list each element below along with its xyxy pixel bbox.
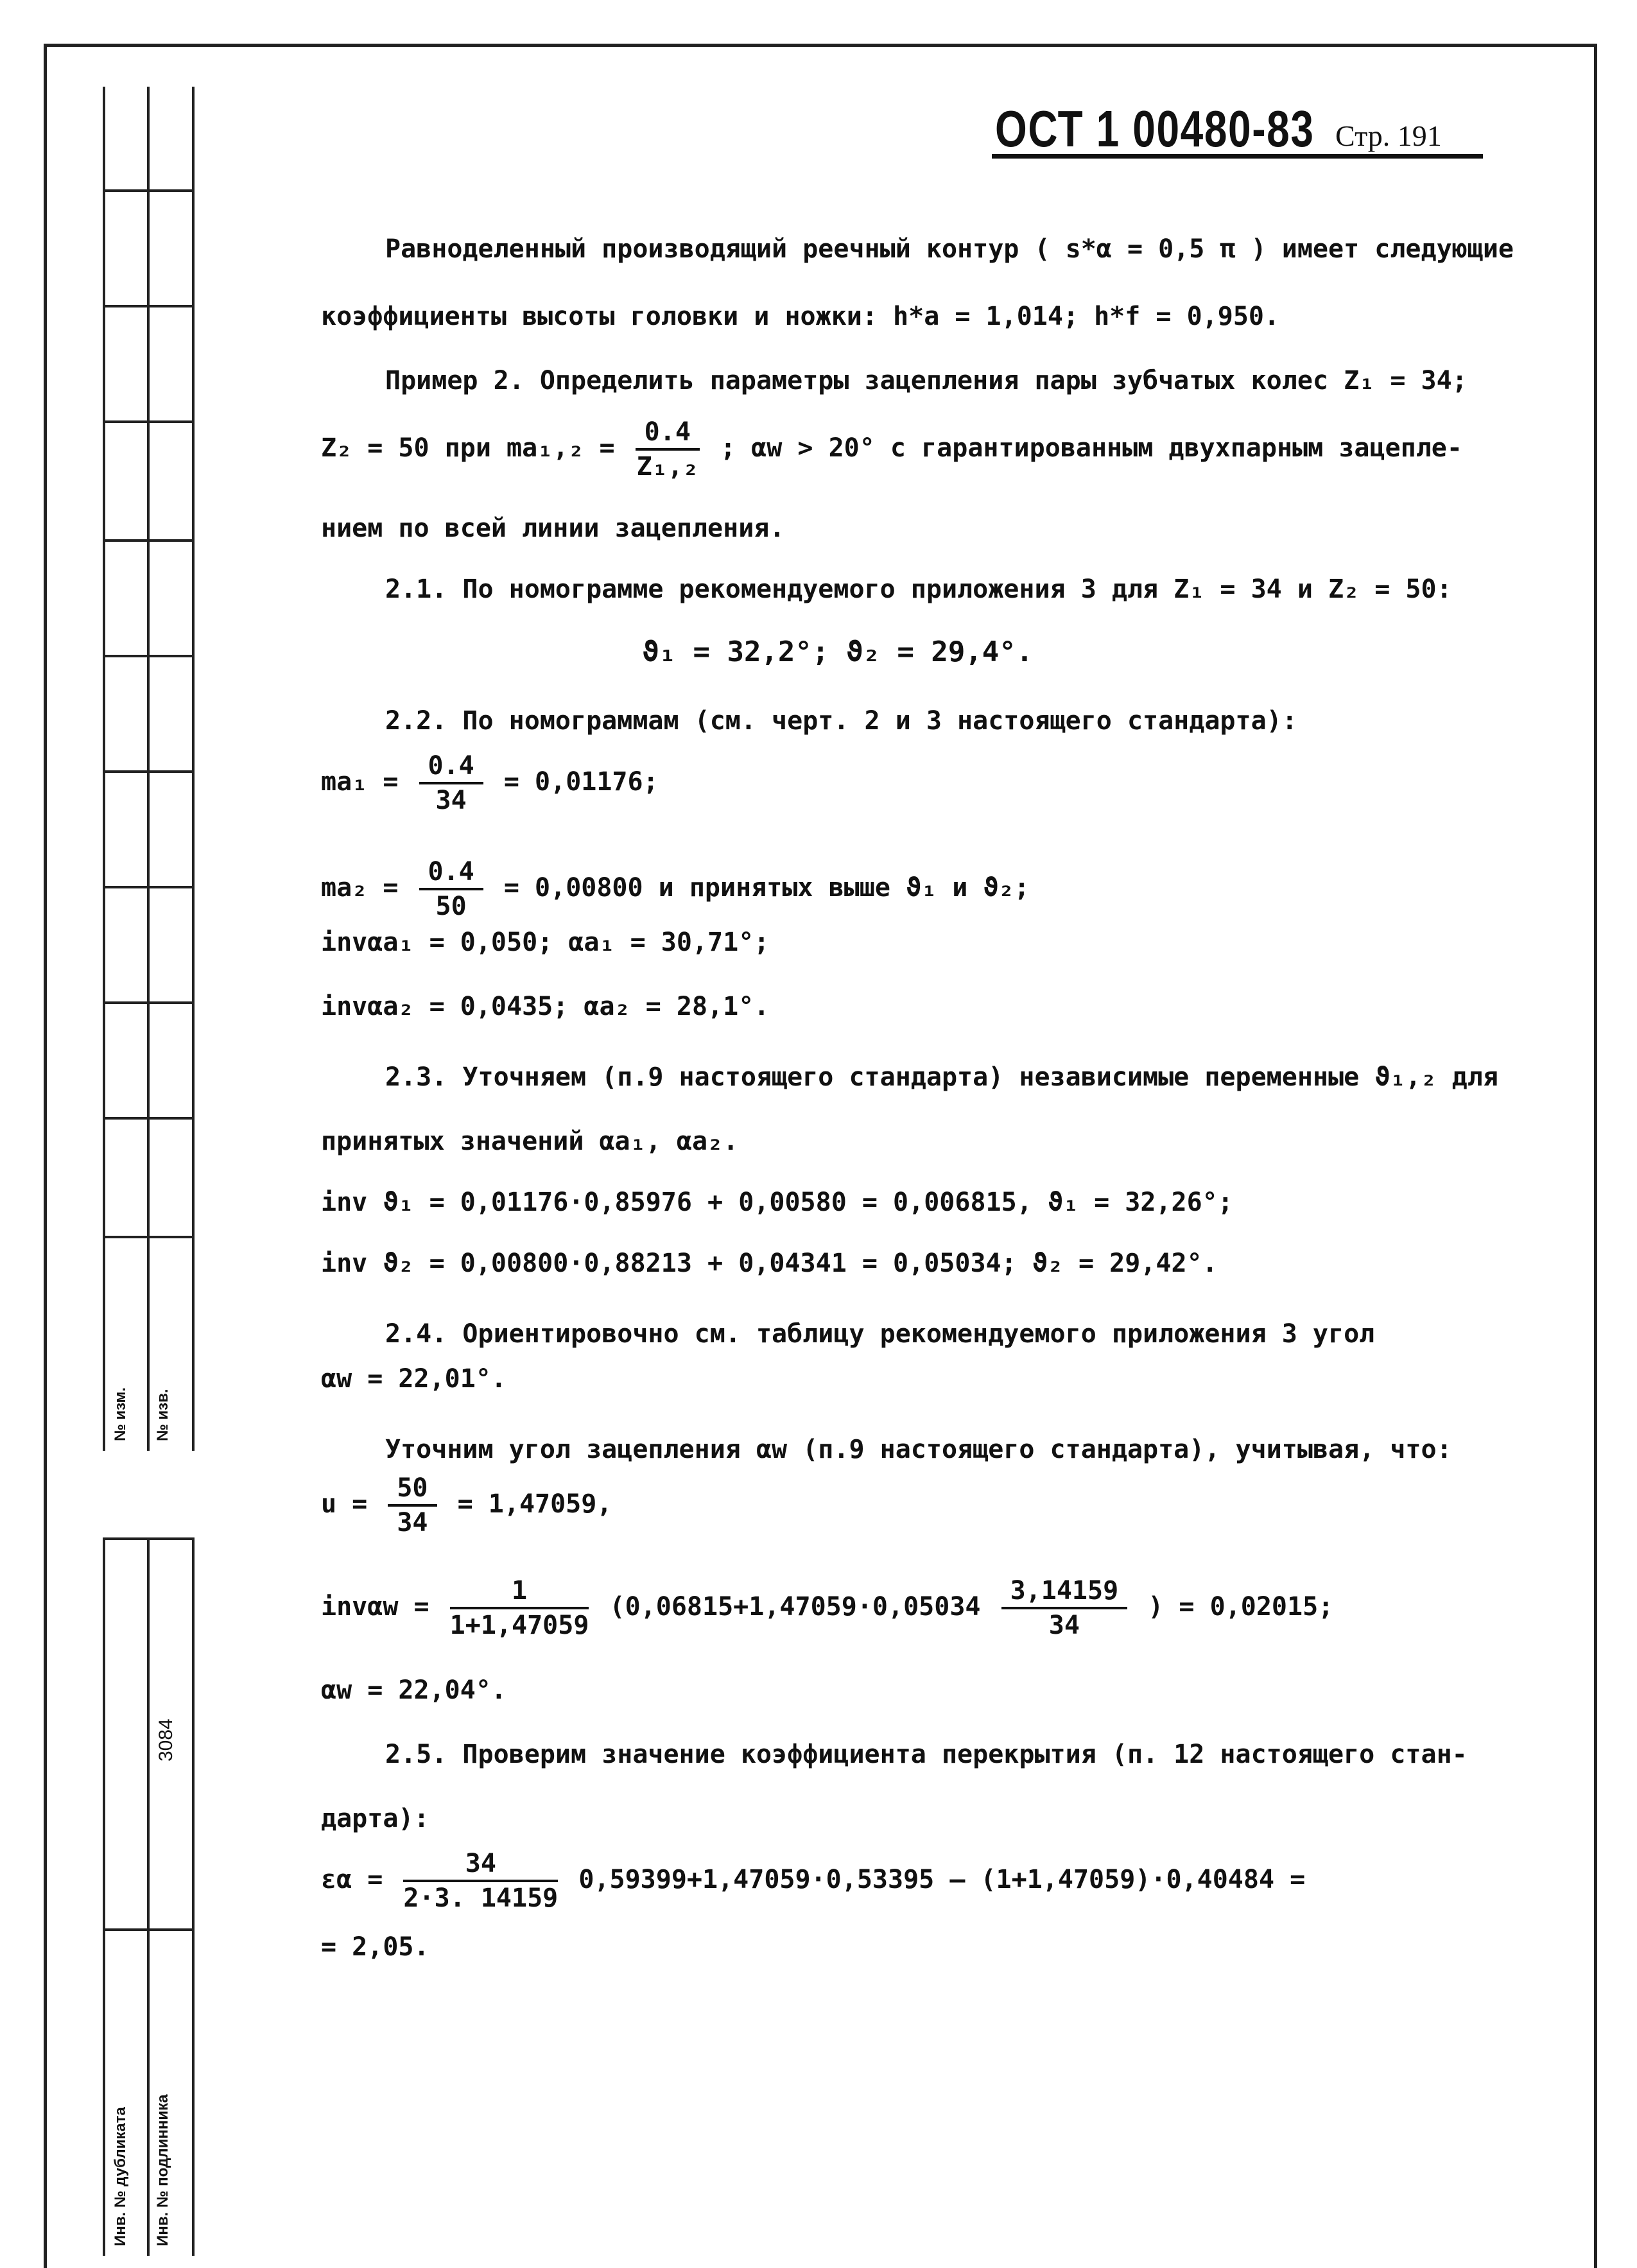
formula-line: αw = 22,04°.	[321, 1675, 507, 1705]
text-line: дарта):	[321, 1804, 429, 1833]
formula-line: εα = $\frac{34}{2\cdot 3. 14159}$ 0,59399+1,47059·0,53395 – (1+1,47059)·0,40484 =	[321, 1849, 1306, 1913]
margin-code: 3084	[155, 1718, 177, 1762]
text-line: принятых значений αa₁, αa₂.	[321, 1127, 739, 1156]
text-line: коэффициенты высоты головки и ножки: h*a = 1,014; h*f = 0,950.	[321, 302, 1280, 331]
margin-strip-bottom	[103, 1537, 195, 2256]
text-line: 2.4. Ориентировочно см. таблицу рекомендуемого приложения 3 угол	[385, 1319, 1375, 1349]
formula-line: u = $\frac{50}{34}$ = 1,47059,	[321, 1473, 612, 1537]
margin-label-a: № изм.	[112, 1387, 129, 1441]
margin-label-b: № изв.	[154, 1389, 171, 1441]
text-line: 2.5. Проверим значение коэффициента перекрытия (п. 12 настоящего стан-	[385, 1740, 1468, 1769]
text-line: Уточним угол зацепления αw (п.9 настоящего стандарта), учитывая, что:	[385, 1435, 1452, 1464]
margin-label-d: Инв. № подлинника	[154, 2094, 171, 2246]
fraction: $\frac{0.4}{\text{Z₁,₂}}$	[636, 417, 698, 481]
margin-strip-top	[103, 87, 195, 1451]
formula-line: ma₂ = $\frac{0.4}{50}$ = 0,00800 и принятых выше ϑ₁ и ϑ₂;	[321, 857, 1030, 921]
formula-line: inv ϑ₂ = 0,00800·0,88213 + 0,04341 = 0,05034; ϑ₂ = 29,42°.	[321, 1249, 1218, 1278]
formula-line: = 2,05.	[321, 1932, 429, 1962]
page-number: Стр. 191	[1335, 119, 1442, 152]
text-line: нием по всей линии зацепления.	[321, 514, 785, 543]
fraction: $\frac{34}{2\cdot 3. 14159}$	[403, 1849, 559, 1913]
fraction: $\frac{50}{34}$	[388, 1473, 437, 1537]
formula-line: inv ϑ₁ = 0,01176·0,85976 + 0,00580 = 0,006815, ϑ₁ = 32,26°;	[321, 1188, 1233, 1217]
formula-line: invαa₂ = 0,0435; αa₂ = 28,1°.	[321, 992, 770, 1021]
formula-line: Z₂ = 50 при ma₁,₂ = $\frac{0.4}{\text{Z₁,₂}}$ ; αw > 20° с гарантированным двухпарным зацепле-	[321, 417, 1462, 481]
standard-number: ОСТ 1 00480-83	[995, 100, 1315, 157]
fraction: $\frac{0.4}{34}$	[419, 751, 483, 815]
fraction: $\frac{3,14159}{34}$	[1001, 1576, 1128, 1640]
fraction: $\frac{0.4}{50}$	[419, 857, 483, 921]
text-line: 2.1. По номограмме рекомендуемого приложения 3 для Z₁ = 34 и Z₂ = 50:	[385, 575, 1452, 604]
text-line: Пример 2. Определить параметры зацепления пары зубчатых колес Z₁ = 34;	[385, 366, 1468, 395]
formula-line: αw = 22,01°.	[321, 1364, 507, 1394]
header-rule	[992, 154, 1483, 159]
formula-line: invαw = $\frac{1}{1+1,47059}$ (0,06815+1,47059·0,05034 $\frac{3,14159}{34}$ ) = 0,02015;	[321, 1576, 1334, 1640]
text-line: 2.3. Уточняем (п.9 настоящего стандарта) независимые переменные ϑ₁,₂ для	[385, 1062, 1498, 1092]
margin-label-c: Инв. № дубликата	[112, 2107, 129, 2246]
formula-line: invαa₁ = 0,050; αa₁ = 30,71°;	[321, 928, 770, 957]
formula-line: ma₁ = $\frac{0.4}{34}$ = 0,01176;	[321, 751, 659, 815]
page-header	[995, 100, 1442, 159]
text-line: 2.2. По номограммам (см. черт. 2 и 3 настоящего стандарта):	[385, 706, 1297, 736]
fraction: $\frac{1}{1+1,47059}$	[449, 1576, 589, 1640]
text-line: Равноделенный производящий реечный контур ( s*α = 0,5 π ) имеет следующие	[385, 234, 1514, 264]
formula-line: ϑ₁ = 32,2°; ϑ₂ = 29,4°.	[642, 636, 1034, 668]
